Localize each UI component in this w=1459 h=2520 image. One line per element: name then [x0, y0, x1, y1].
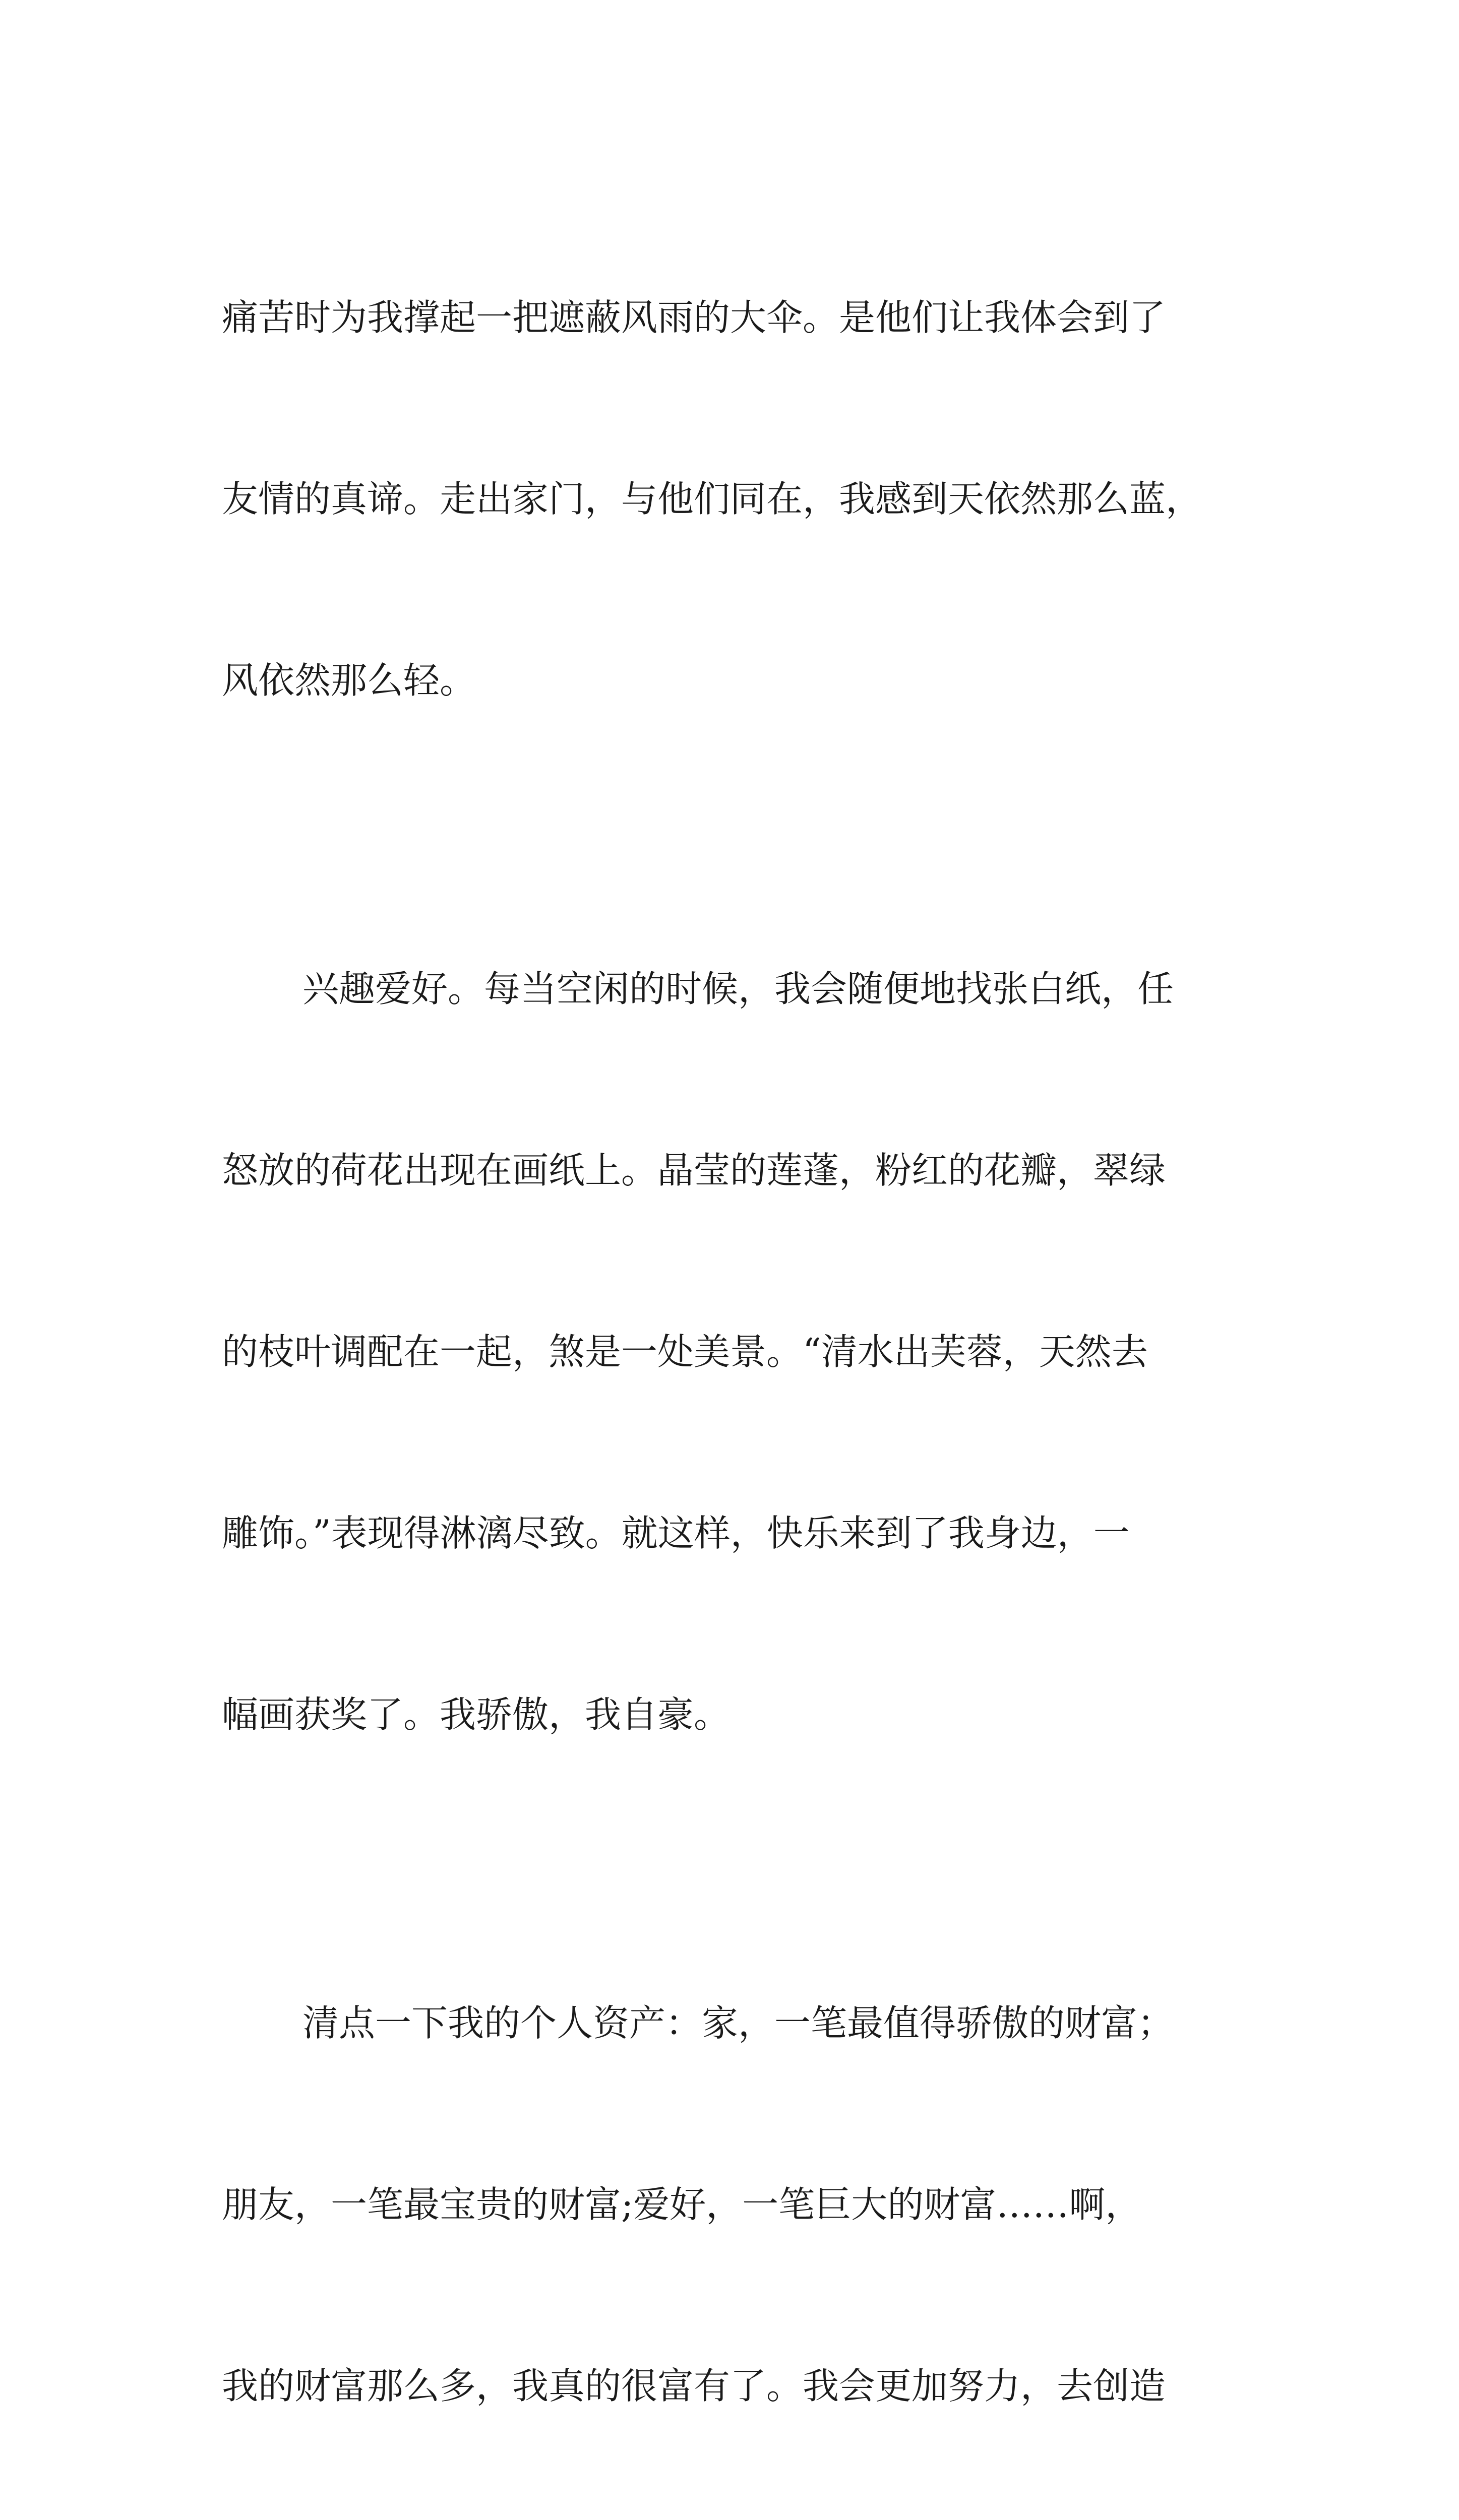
paragraph — [222, 166, 1260, 832]
text-line: 幅画获奖了。我骄傲，我自豪。 — [222, 1693, 731, 1736]
paragraph — [222, 838, 1260, 1866]
text-line: 雕饰。”表现得淋漓尽致。就这样，快乐来到了我身边，一 — [222, 1512, 1130, 1554]
paragraph — [222, 1872, 1260, 2520]
text-line: 清点一下我的个人资产：家，一笔最值得骄傲的财富； — [302, 2002, 1174, 2044]
text-line: 兴趣爱好。每当空闲的时候，我会随便地找张白纸，任 — [302, 968, 1174, 1010]
text-line: 怒放的荷花出现在画纸上。晶莹的莲蓬，粉红的花瓣，翠绿 — [222, 1149, 1166, 1191]
text-line: 友情的真谛。走出家门，与他们同在，我感到天依然那么蓝， — [222, 478, 1202, 520]
text-line: 我的财富那么多，我真的很富有了。我会更加努力，去创造 — [222, 2365, 1166, 2407]
text-line: 的枝叶调配在一起，煞是一处美景。“清水出芙蓉，天然去 — [222, 1331, 1148, 1373]
text-line: 风依然那么轻。 — [222, 659, 476, 702]
text-line: 朋友，一笔最宝贵的财富;爱好，一笔巨大的财富……啊， — [222, 2183, 1142, 2226]
document-body — [222, 166, 1260, 2520]
text-line: 痛苦时为我撑起一把遮蔽风雨的大伞。是他们让我体会到了 — [222, 296, 1166, 339]
